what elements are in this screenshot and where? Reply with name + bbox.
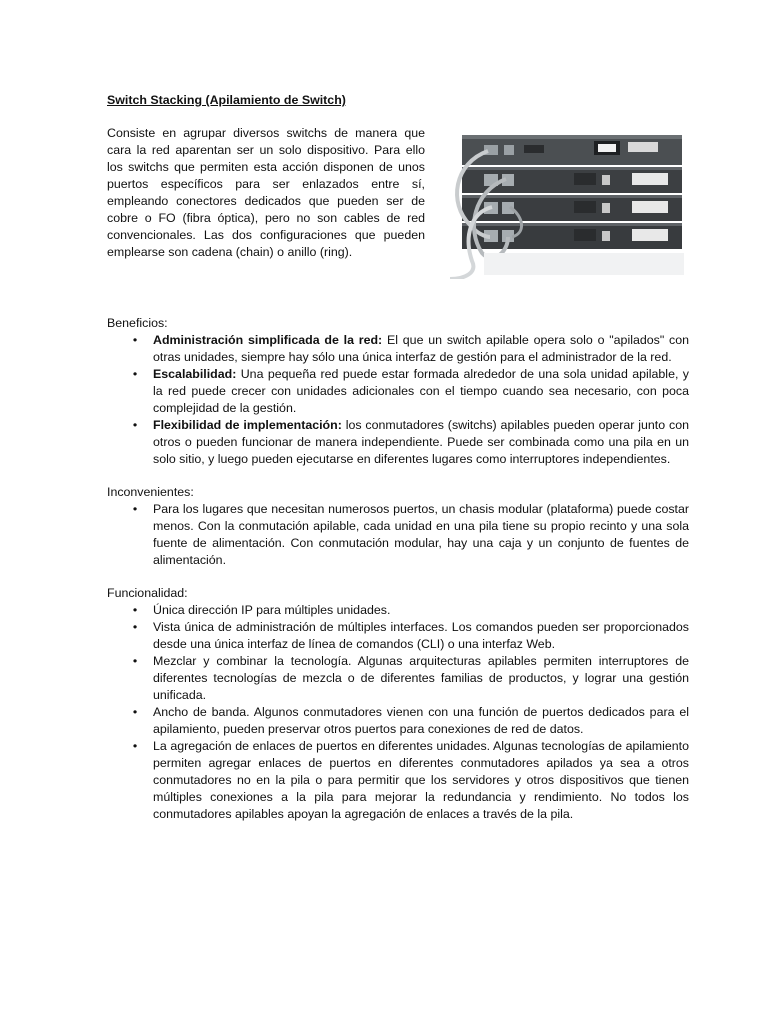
item-text: Vista única de administración de múltiples interfaces. Los comandos pueden ser proporcionados desde una única interfaz de línea de comandos (CLI) o una interfaz Web. <box>153 620 689 651</box>
list-item <box>107 332 689 366</box>
bullet-icon: • <box>132 367 138 381</box>
item-text: Para los lugares que necesitan numerosos puertos, un chasis modular (plataforma) puede costar menos. Con la conmutación apilable, cada unidad en una pila tiene su propio recinto y una sola fuente de alimentación. Con conmutación modular, hay una caja y un conjunto de fuentes de alimentación. <box>153 502 689 567</box>
list-item <box>107 653 689 704</box>
list-item <box>107 738 689 823</box>
intro-section <box>107 125 689 297</box>
list-item <box>107 619 689 653</box>
bullet-icon: • <box>132 418 138 432</box>
list-item <box>107 366 689 417</box>
funcionalidad-list <box>107 602 689 823</box>
bullet-icon: • <box>132 705 138 719</box>
intro-paragraph: Consiste en agrupar diversos switchs de manera que cara la red aparentan ser un solo dispositivo. Para ello los switchs que permiten esta acción disponen de unos puertos específicos para ser enlazados entre sí, empleando conectores dedicados que pueden ser de cobre o FO (fibra óptica), pero no son cables de red convencionales. Las dos configuraciones que pueden emplearse son cadena (chain) o anillo (ring). <box>107 126 425 259</box>
document-page <box>107 92 689 823</box>
list-item <box>107 417 689 468</box>
list-item <box>107 704 689 738</box>
bullet-icon: • <box>132 603 138 617</box>
list-item <box>107 602 689 619</box>
item-text: Única dirección IP para múltiples unidades. <box>153 603 391 617</box>
item-text: Ancho de banda. Algunos conmutadores vienen con una función de puertos dedicados para el apilamiento, pueden preservar otros puertos para conexiones de red de datos. <box>153 705 689 736</box>
item-text: Una pequeña red puede estar formada alrededor de una sola unidad apilable, y la red puede crecer con unidades adicionales con el tiempo cuando sea necesario, con poca complejidad de la gestión. <box>153 367 689 415</box>
item-label: Escalabilidad: <box>153 367 237 381</box>
beneficios-heading: Beneficios: <box>107 316 168 330</box>
funcionalidad-heading: Funcionalidad: <box>107 586 188 600</box>
item-label: Administración simplificada de la red: <box>153 333 383 347</box>
beneficios-list <box>107 332 689 468</box>
item-text: La agregación de enlaces de puertos en diferentes unidades. Algunas tecnologías de apilamiento permiten agregar enlaces de puertos en diferentes conmutadores apilados ya sea a otros conmutadores no en la pila o para permitir que los servidores y otros dispositivos que tienen múltiples conexiones a la pila para mejorar la redundancia y rendimiento. No todos los conmutadores apilables apoyan la agregación de enlaces a través de la pila. <box>153 739 689 821</box>
item-text: Mezclar y combinar la tecnología. Algunas arquitecturas apilables permiten interruptores de diferentes tecnologías de mezcla o de diferentes familias de productos, y lograr una gestión unificada. <box>153 654 689 702</box>
document-title: Switch Stacking (Apilamiento de Switch) <box>107 93 346 107</box>
item-text: los conmutadores (switchs) apilables pueden operar junto con otros o pueden funcionar de manera independiente. Puede ser combinada como una pila en un solo sitio, y luego pueden ejecutarse en diferentes lugares como interruptores independientes. <box>153 418 689 466</box>
item-text: El que un switch apilable opera solo o "apilados" con otras unidades, siempre hay sólo una única interfaz de gestión para el administrador de la red. <box>153 333 689 364</box>
inconvenientes-list <box>107 501 689 569</box>
list-item <box>107 501 689 569</box>
stacked-switches-photo <box>444 133 685 279</box>
item-label: Flexibilidad de implementación: <box>153 418 342 432</box>
bullet-icon: • <box>132 502 138 516</box>
bullet-icon: • <box>132 739 138 753</box>
bullet-icon: • <box>132 620 138 634</box>
bullet-icon: • <box>132 654 138 668</box>
inconvenientes-heading: Inconvenientes: <box>107 485 194 499</box>
bullet-icon: • <box>132 333 138 347</box>
